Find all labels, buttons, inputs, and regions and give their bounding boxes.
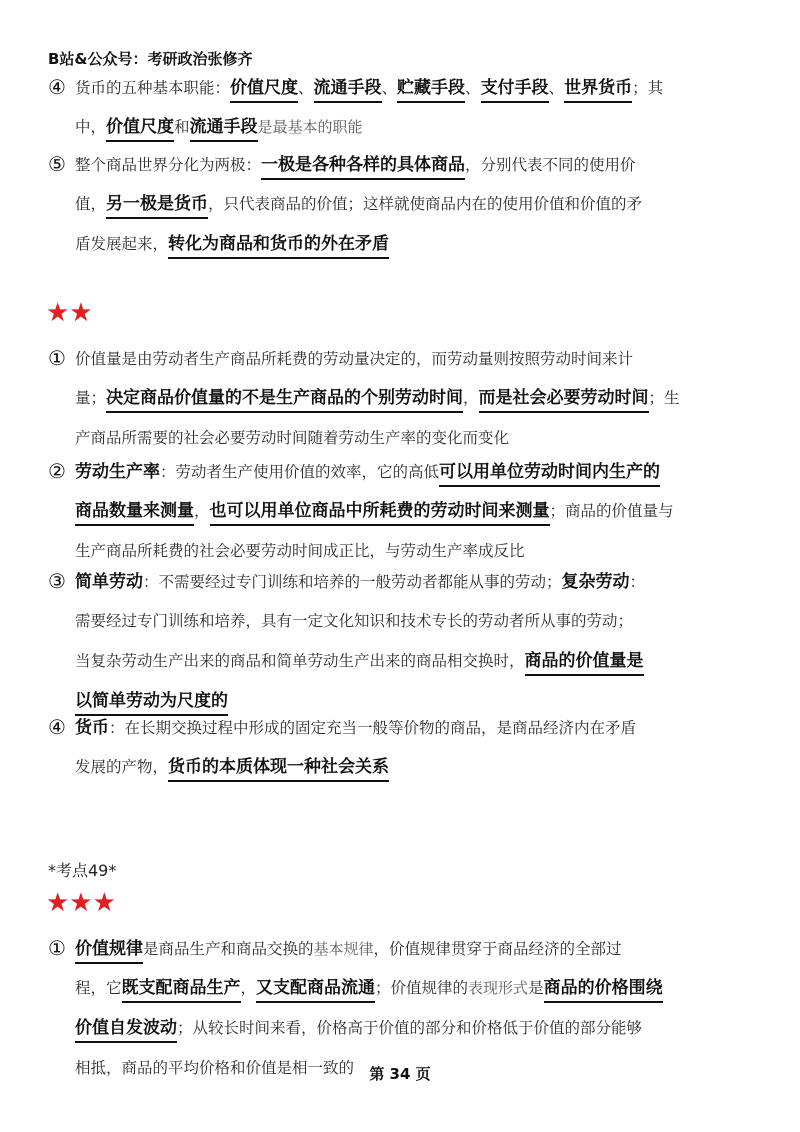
importance-stars: ★★ <box>46 298 93 328</box>
highlighted-key-phrase: 商品数量来测量 <box>75 501 194 526</box>
highlighted-key-phrase: 另一极是货币 <box>106 194 208 219</box>
item-number: ④ <box>48 75 66 99</box>
text-run: ；生 <box>648 389 680 407</box>
text-run: 整个商品世界分化为两极： <box>75 156 262 174</box>
text-run: 中， <box>75 118 107 136</box>
text-run: ；从较长时间来看，价格高于价值的部分和价格低于价值的部分能够 <box>177 1019 643 1037</box>
paragraph-commodity-polarization <box>48 144 758 264</box>
highlighted-key-phrase: 支付手段 <box>481 78 549 103</box>
text-line <box>48 107 758 147</box>
highlighted-key-phrase: 转化为商品和货币的外在矛盾 <box>168 234 389 259</box>
page-number: 第 34 页 <box>369 1065 431 1083</box>
paragraph-labor-productivity <box>48 451 758 571</box>
paragraph-money-functions <box>48 67 758 147</box>
text-run: ：劳动者生产使用价值的效率，它的高低 <box>160 463 440 481</box>
text-run: 生产商品所耗费的社会必要劳动时间成正比，与劳动生产率成反比 <box>75 542 525 560</box>
text-run: 相抵，商品的平均价格和价值是相一致的 <box>75 1059 355 1077</box>
text-line <box>48 491 758 531</box>
text-run: 值， <box>75 195 107 213</box>
highlighted-key-phrase: 而是社会必要劳动时间 <box>479 388 649 413</box>
text-line <box>48 224 758 264</box>
paragraph-simple-complex-labor <box>48 561 758 721</box>
text-line <box>48 338 758 378</box>
text-run: 基本规律 <box>313 940 374 958</box>
text-run: 货币的五种基本职能： <box>75 79 231 97</box>
item-number: ② <box>48 459 66 483</box>
text-run: 表现形式 <box>468 979 529 997</box>
highlighted-key-phrase: 价值规律 <box>75 939 143 964</box>
paragraph-value-magnitude <box>48 338 758 458</box>
highlighted-key-phrase: 一极是各种各样的具体商品 <box>261 155 465 180</box>
bold-term: 复杂劳动 <box>561 572 630 592</box>
text-run: 、 <box>298 79 314 97</box>
highlighted-key-phrase: 可以用单位劳动时间内生产的 <box>439 462 660 487</box>
highlighted-key-phrase: 也可以用单位商品中所耗费的劳动时间来测量 <box>210 501 550 526</box>
section-label: *考点49* <box>48 861 117 880</box>
text-run: 盾发展起来， <box>75 235 169 253</box>
item-number: ① <box>48 936 66 960</box>
text-run: ，分别代表不同的使用价 <box>465 156 636 174</box>
highlighted-key-phrase: 货币的本质体现一种社会关系 <box>168 757 389 782</box>
text-run: 是 <box>528 979 544 997</box>
text-run: 发展的产物， <box>75 758 169 776</box>
text-run: ， <box>240 979 257 997</box>
item-number: ④ <box>48 715 66 739</box>
highlighted-key-phrase: 价值尺度 <box>106 117 174 142</box>
text-run: ：不需要经过专门训练和培养的一般劳动者都能从事的劳动； <box>143 573 562 591</box>
text-run: ， <box>463 389 479 407</box>
text-run: ；价值规律的 <box>375 979 469 997</box>
highlighted-key-phrase: 决定商品价值量的不是生产商品的个别劳动时间 <box>106 388 463 413</box>
text-line <box>48 184 758 224</box>
bold-term: 劳动生产率 <box>75 462 160 482</box>
text-line <box>48 451 758 491</box>
importance-stars: ★★★ <box>46 888 116 918</box>
text-run: 当复杂劳动生产出来的商品和简单劳动生产出来的商品相交换时， <box>75 652 525 670</box>
bold-term: 货币 <box>75 718 109 738</box>
text-run: 需要经过专门训练和培养，具有一定文化知识和技术专长的劳动者所从事的劳动； <box>75 612 634 630</box>
item-number: ① <box>48 346 66 370</box>
text-line <box>48 747 758 787</box>
text-run: ；其 <box>632 79 664 97</box>
text-run: ： <box>629 573 646 591</box>
text-run: ， <box>194 502 210 520</box>
text-run: ，只代表商品的价值；这样就使商品内在的使用价值和价值的矛 <box>208 195 643 213</box>
text-run: 是最基本的职能 <box>257 118 363 136</box>
text-run: 是商品生产和商品交换的 <box>143 940 314 958</box>
item-number: ⑤ <box>48 152 66 176</box>
highlighted-key-phrase: 既支配商品生产 <box>122 978 241 1003</box>
text-run: 和 <box>174 118 190 136</box>
highlighted-key-phrase: 又支配商品流通 <box>256 978 375 1003</box>
highlighted-key-phrase: 价值尺度 <box>230 78 298 103</box>
highlighted-key-phrase: 商品的价格围绕 <box>544 978 663 1003</box>
highlighted-key-phrase: 商品的价值量是 <box>525 651 644 676</box>
text-line <box>48 1008 758 1048</box>
text-line <box>48 928 758 968</box>
bold-term: 简单劳动 <box>75 572 143 592</box>
highlighted-key-phrase: 世界货币 <box>564 78 632 103</box>
highlighted-key-phrase: 流通手段 <box>314 78 382 103</box>
text-run: 产商品所需要的社会必要劳动时间随着劳动生产率的变化而变化 <box>75 429 510 447</box>
text-run: 量； <box>75 389 107 407</box>
text-line <box>48 601 758 641</box>
text-run: 、 <box>548 79 565 97</box>
highlighted-key-phrase: 贮藏手段 <box>397 78 465 103</box>
text-run: 、 <box>381 79 398 97</box>
text-run: 程，它 <box>75 979 122 997</box>
text-line <box>48 378 758 418</box>
text-run: 、 <box>465 79 481 97</box>
text-line <box>48 67 758 107</box>
text-run: ；商品的价值量与 <box>549 502 674 520</box>
highlighted-key-phrase: 以简单劳动为尺度的 <box>75 691 228 716</box>
text-line <box>48 144 758 184</box>
text-run: ，价值规律贯穿于商品经济的全部过 <box>373 940 622 958</box>
text-line <box>48 968 758 1008</box>
paragraph-money-essence <box>48 707 758 787</box>
highlighted-key-phrase: 流通手段 <box>190 117 258 142</box>
text-run: ：在长期交换过程中形成的固定充当一般等价物的商品，是商品经济内在矛盾 <box>109 719 637 737</box>
text-line <box>48 641 758 681</box>
text-line <box>48 707 758 747</box>
text-run: 价值量是由劳动者生产商品所耗费的劳动量决定的，而劳动量则按照劳动时间来计 <box>75 350 634 368</box>
text-line <box>48 561 758 601</box>
item-number: ③ <box>48 569 66 593</box>
highlighted-key-phrase: 价值自发波动 <box>75 1018 177 1043</box>
page-header: B站&公众号：考研政治张修齐 <box>48 50 253 68</box>
